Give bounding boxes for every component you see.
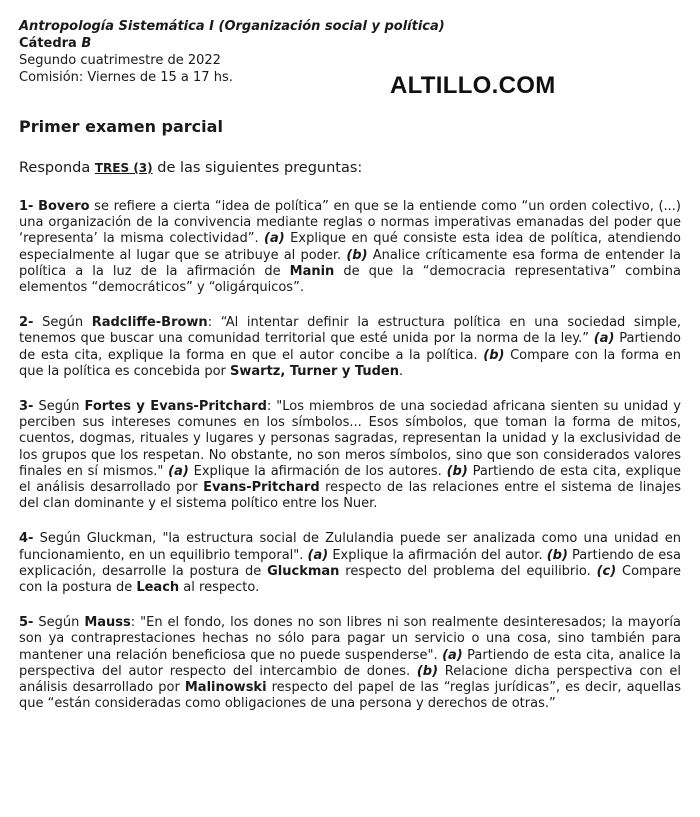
author-name: Leach <box>136 580 180 596</box>
question-text: Partiendo de esta cita, explique el análisis desarrollado por <box>19 463 681 496</box>
question-number: 3- <box>19 399 34 415</box>
instruction-count: TRES (3) <box>94 161 153 175</box>
sub-question-label: (a) <box>168 463 189 479</box>
question-text: Relacione dicha perspectiva con el análisis desarrollado por <box>19 663 682 696</box>
sub-question-label: (a) <box>307 547 329 563</box>
watermark: ALTILLO.COM <box>390 72 556 99</box>
author-name: Bovero <box>38 199 90 214</box>
question-1 <box>19 199 681 296</box>
document-header <box>19 18 445 86</box>
exam-title: Primer examen parcial <box>19 117 223 136</box>
sub-question-label: (a) <box>442 647 463 663</box>
question-text: de que la “democracia representativa” combina elementos “democráticos” y “oligárquicos”. <box>19 263 681 296</box>
question-text: Analice críticamente esa forma de entender la política a la luz de la afirmación de <box>19 247 682 279</box>
question-text: : “Al intentar definir la estructura política en una sociedad simple, tenemos que buscar una comunidad territorial que esté unida por la norma de la ley.” <box>19 315 681 347</box>
question-2 <box>19 315 681 380</box>
author-name: Gluckman <box>267 563 340 579</box>
author-name: Swartz, Turner y Tuden <box>230 363 400 379</box>
commission: Comisión: Viernes de 15 a 17 hs. <box>19 70 233 85</box>
author-name: Radcliffe-Brown <box>91 315 208 331</box>
question-number: 1- <box>19 199 34 214</box>
question-text: se refiere a cierta “idea de política” en que se la entiende como “un orden colectivo, (...) una organización de la convivencia mediante reglas o normas imperativas emanadas del poder que ‘representa’ la misma colectividad”. <box>19 199 681 247</box>
author-name: Fortes y Evans-Pritchard <box>84 399 267 415</box>
question-text: Partiendo de esta cita, analice la perspectiva del autor respecto del intercambio de dones. <box>19 647 681 679</box>
author-name: Malinowski <box>184 680 267 696</box>
question-number: 2- <box>19 315 34 331</box>
question-text: . <box>399 363 404 379</box>
sub-question-label: (b) <box>446 463 468 479</box>
author-name: Manin <box>289 263 335 279</box>
instruction-post: de las siguientes preguntas: <box>152 160 363 176</box>
catedra-letter: B <box>81 36 92 51</box>
catedra-line <box>19 35 445 52</box>
question-text: Explique la afirmación de los autores. <box>188 463 447 479</box>
question-text: Compare con la forma en que la política es concebida por <box>19 347 681 379</box>
question-text: al respecto. <box>179 580 260 596</box>
sub-question-label: (b) <box>546 547 568 563</box>
question-text: : "En el fondo, los dones no son libres ni son realmente desinteresados; la mayoría son ya contraprestaciones hechas no sólo para pagar un servicio o una cosa, sino también para mantener una relación beneficiosa que no puede suspenderse". <box>19 615 681 663</box>
question-text: Según Gluckman, "la estructura social de Zululandia puede ser analizada como una unidad en funcionamiento, en un equilibrio temporal". <box>19 531 681 563</box>
question-text: Explique la afirmación del autor. <box>328 547 547 563</box>
question-text: Explique en qué consiste esta idea de política, atendiendo especialmente al lugar que se atribuye al poder. <box>19 231 681 263</box>
sub-question-label: (a) <box>264 231 285 247</box>
course-name: Antropología Sistemática I (Organización social y política) <box>19 19 445 34</box>
instruction-pre: Responda <box>19 160 95 176</box>
question-5 <box>19 615 681 712</box>
question-number: 4- <box>19 531 34 547</box>
question-text: respecto de las relaciones entre el sistema de linajes del clan dominante y el sistema político entre los Nuer. <box>19 480 681 512</box>
question-text: : "Los miembros de una sociedad africana sienten su unidad y perciben sus intereses comunes en los símbolos... Esos símbolos, que toman la forma de mitos, cuentos, dogmas, rituales y lugares y personas sagradas, representan la unidad y la exclusividad de los grupos que los respetan. No obstante, no son meros símbolos, sino que son considerados valores finales en sí mismos." <box>19 399 681 479</box>
question-number: 5- <box>19 615 34 631</box>
sub-question-label: (b) <box>346 247 368 263</box>
author-name: Evans-Pritchard <box>203 480 320 496</box>
question-text: Según <box>38 399 85 415</box>
sub-question-label: (a) <box>593 331 615 347</box>
question-4 <box>19 531 681 596</box>
question-text: Compare con la postura de <box>19 563 681 596</box>
question-text: respecto del problema del equilibrio. <box>339 563 597 579</box>
question-text: respecto del papel de las “reglas jurídicas”, es decir, aquellas que “están consideradas como obligaciones de una persona y derechos de otras.” <box>19 680 681 712</box>
question-list <box>19 199 681 731</box>
catedra-label: Cátedra <box>19 36 77 51</box>
instruction <box>19 160 362 176</box>
sub-question-label: (b) <box>483 347 505 363</box>
sub-question-label: (b) <box>416 663 439 679</box>
question-text: Según <box>42 315 92 331</box>
question-text: Partiendo de esa explicación, desarrolle la postura de <box>19 547 682 579</box>
question-3 <box>19 399 681 512</box>
sub-question-label: (c) <box>596 563 617 579</box>
question-text: Según <box>38 615 85 631</box>
question-text: Partiendo de esta cita, explique la forma en que el autor concibe a la política. <box>19 331 681 363</box>
author-name: Mauss <box>84 615 131 631</box>
term: Segundo cuatrimestre de 2022 <box>19 53 221 68</box>
